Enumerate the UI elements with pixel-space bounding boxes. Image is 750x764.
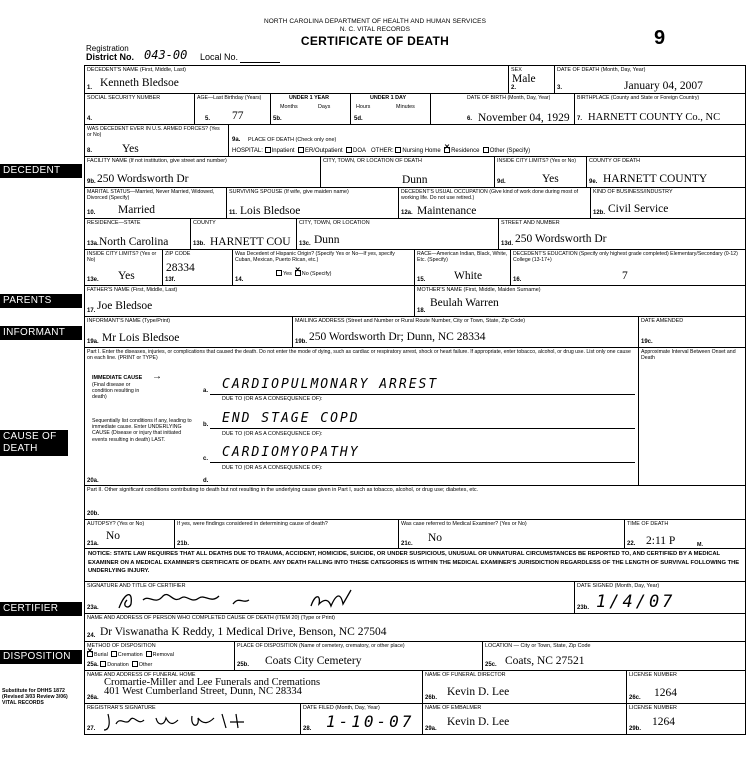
checkbox-other-specify[interactable] [483, 147, 489, 153]
zip-value: 28334 [166, 262, 195, 274]
label-minutes: Minutes [396, 104, 415, 110]
registrar-signature [100, 708, 260, 734]
cause-c-value: CARDIOMYOPATHY [222, 445, 360, 460]
label-residence-state: RESIDENCE—STATE [87, 220, 141, 226]
item-number: 9d. [497, 179, 506, 185]
option-nursing: Nursing Home [402, 148, 441, 154]
checkbox-other[interactable] [132, 661, 138, 667]
label-registrar-signature: REGISTRAR'S SIGNATURE [87, 705, 156, 711]
label-place-of-disposition: PLACE OF DISPOSITION (Name of cemetery, crematory, or other place) [237, 643, 405, 649]
item-number: 20a. [87, 478, 99, 484]
label-license-number-1: LICENSE NUMBER [629, 672, 677, 678]
item-number: 15. [417, 277, 426, 283]
item-number: 29b. [629, 726, 642, 732]
label-county: COUNTY [193, 220, 216, 226]
item-number: 13f. [165, 277, 176, 283]
label-completed-by: NAME AND ADDRESS OF PERSON WHO COMPLETED CAUSE OF DEATH (ITEM 20) (Type or Print) [87, 615, 335, 621]
item-number: 9b. [87, 179, 96, 185]
label-location: LOCATION — City or Town, State, Zip Code [485, 643, 591, 649]
disposition-options-2 [87, 661, 152, 668]
item-number: 20b. [87, 511, 100, 517]
father-value: Joe Bledsoe [97, 300, 153, 312]
checkbox-hispanic-yes[interactable] [276, 270, 282, 276]
label-immediate-cause: IMMEDIATE CAUSE [92, 375, 143, 381]
label-inside-city-limits-res: INSIDE CITY LIMITS? (Yes or No) [87, 251, 157, 264]
label-armed-forces: WAS DECEDENT EVER IN U.S. ARMED FORCES? (Yes or No) [87, 126, 220, 139]
time-of-death-value: 2:11 P [646, 535, 676, 547]
completed-by-value: Dr Viswanatha K Reddy, 1 Medical Drive, Benson, NC 27504 [100, 626, 387, 638]
checkbox-inpatient[interactable] [265, 147, 271, 153]
item-number: a. [203, 388, 209, 394]
spouse-value: Lois Bledsoe [240, 205, 301, 217]
option-cremation: Cremation [117, 652, 143, 658]
checkbox-hispanic-no-checked[interactable] [295, 270, 301, 276]
item-number: 21b. [177, 541, 190, 547]
item-number: 13c. [299, 241, 311, 247]
item-number: 19b. [295, 339, 308, 345]
item-number: 2. [511, 85, 517, 91]
label-marital-status: MARITAL STATUS—Married, Never Married, Widowed, Divorced (Specify) [87, 189, 215, 202]
disposition-options-1 [87, 651, 174, 658]
label-decedent-name: DECEDENT'S NAME (First, Middle, Last) [87, 67, 186, 73]
item-number: 13d. [501, 241, 514, 247]
autopsy-value: No [106, 530, 121, 542]
item-number: 13a. [87, 241, 99, 247]
label-time-of-death: TIME OF DEATH [627, 521, 669, 527]
item-number: 25a. [87, 662, 99, 668]
item-number: 6. [467, 116, 473, 122]
race-value: White [454, 270, 483, 282]
section-cause-of-death: CAUSE OF DEATH [0, 430, 68, 456]
label-county-of-death: COUNTY OF DEATH [589, 158, 641, 164]
residence-street-value: 250 Wordsworth Dr [515, 233, 607, 245]
option-other-label: OTHER: [371, 148, 394, 154]
district-number: 043-00 [144, 48, 188, 62]
item-number: 12b. [593, 210, 606, 216]
mailing-address-value: 250 Wordsworth Dr; Dunn, NC 28334 [309, 331, 486, 343]
label-part-1: Part I. Enter the diseases, injuries, or complications that caused the death. Do not enter the mode of dying, such as cardiac or respiratory arrest, shock or heart failure. If appropriate, enter tobacco, alcohol, or drug use. List only one cause on each line. (PRINT or TYPE) [87, 349, 631, 362]
district-label: District No. [86, 52, 135, 62]
label-date-amended: DATE AMENDED [641, 318, 684, 324]
label-funeral-home: NAME AND ADDRESS OF FUNERAL HOME [87, 672, 196, 678]
registration-label: Registration [86, 44, 129, 53]
city-of-death-value: Dunn [402, 174, 428, 186]
item-number: 16. [513, 277, 522, 283]
item-number: 25c. [485, 662, 497, 668]
label-autopsy: AUTOPSY? (Yes or No) [87, 521, 145, 527]
option-donation: Donation [107, 662, 129, 668]
label-immediate-note: (Final disease or condition resulting in death) [92, 382, 140, 401]
sex-value: Male [512, 73, 536, 85]
funeral-home-name: Cromartie-Miller and Lee Funerals and Cremations [104, 677, 321, 688]
item-number: 17. [87, 308, 96, 314]
item-number: 21c. [401, 541, 413, 547]
item-number: 23a. [87, 605, 99, 611]
item-number: c. [203, 456, 209, 462]
date-filed-value: 1-10-07 [326, 712, 415, 731]
date-of-death-value: January 04, 2007 [624, 80, 703, 92]
certificate-title: CERTIFICATE OF DEATH [300, 34, 450, 48]
item-number: 29a. [425, 726, 437, 732]
label-date-filed: DATE FILED (Month, Day, Year) [303, 705, 380, 711]
cause-a-value: CARDIOPULMONARY ARREST [222, 377, 439, 392]
label-days: Days [318, 104, 331, 110]
armed-forces-value: Yes [122, 143, 139, 155]
checkbox-er-outpatient[interactable] [298, 147, 304, 153]
label-date-signed: DATE SIGNED (Month, Day, Year) [577, 583, 660, 589]
residence-state-value: North Carolina [99, 236, 169, 248]
label-sequential-conditions: Sequentially list conditions if any, leading to immediate cause. Enter UNDERLYING CAUSE (Disease or injury that initiated events resulting in death) LAST. [92, 418, 192, 443]
occupation-value: Maintenance [417, 205, 477, 217]
funeral-director-value: Kevin D. Lee [447, 686, 510, 698]
office-header: N. C. VITAL RECORDS [339, 26, 411, 33]
option-er: ER/Outpatient [304, 148, 343, 154]
option-other: Other [138, 662, 153, 668]
item-number: 7. [577, 116, 583, 122]
item-number: 3. [557, 85, 563, 91]
item-number: 14. [235, 277, 244, 283]
label-race: RACE—American Indian, Black, White, Etc. (Specify) [417, 251, 508, 264]
label-interval: Approximate Interval Between Onset and Death [641, 349, 736, 362]
item-number: 13b. [193, 241, 206, 247]
page-number: 9 [654, 27, 666, 49]
age-value: 77 [232, 110, 244, 122]
time-meridiem: M. [697, 542, 703, 548]
education-value: 7 [622, 270, 628, 282]
label-facility: FACILITY NAME (If not institution, give street and number) [87, 158, 227, 164]
item-number: 9e. [589, 179, 598, 185]
item-number: 19c. [641, 339, 653, 345]
business-value: Civil Service [608, 203, 669, 215]
place-of-disposition-value: Coats City Cemetery [265, 655, 362, 667]
item-number: 10. [87, 210, 96, 216]
item-number: 5d. [354, 116, 363, 122]
option-residence: Residence [451, 148, 480, 154]
label-ssn: SOCIAL SECURITY NUMBER [87, 95, 161, 101]
label-embalmer: NAME OF EMBALMER [425, 705, 482, 711]
decedent-name: Kenneth Bledsoe [100, 77, 179, 89]
department-header: NORTH CAROLINA DEPARTMENT OF HEALTH AND HUMAN SERVICES [263, 18, 487, 25]
date-of-birth-value: November 04, 1929 [478, 112, 570, 124]
label-city-town: CITY, TOWN, OR LOCATION [299, 220, 370, 226]
item-number: 21a. [87, 541, 99, 547]
label-mother: MOTHER'S NAME (First, Middle, Maiden Surname) [417, 287, 541, 293]
arrow-right-icon: → [152, 371, 162, 382]
county-of-death-value: HARNETT COUNTY [603, 173, 708, 185]
item-number: 24. [87, 633, 96, 639]
label-father: FATHER'S NAME (First, Middle, Last) [87, 287, 178, 293]
label-date-of-death: DATE OF DEATH (Month, Day, Year) [557, 67, 646, 73]
item-number: 23b. [577, 605, 590, 611]
residence-city-value: Dunn [314, 234, 340, 246]
embalmer-value: Kevin D. Lee [447, 716, 510, 728]
label-inside-city-limits: INSIDE CITY LIMITS? (Yes or No) [497, 158, 576, 164]
inside-city-res-value: Yes [118, 270, 135, 282]
option-yes: Yes [283, 271, 292, 277]
item-number: 27. [87, 726, 96, 732]
informant-name-value: Mr Lois Bledsoe [102, 332, 180, 344]
option-doa: DOA [352, 148, 366, 154]
label-months: Months [280, 104, 298, 110]
checkbox-burial-checked[interactable] [87, 651, 93, 657]
checkbox-residence-checked[interactable] [444, 147, 450, 153]
option-burial: Burial [94, 652, 108, 658]
item-number: 19a. [87, 339, 99, 345]
location-value: Coats, NC 27521 [505, 655, 585, 667]
item-number: d. [203, 478, 209, 484]
label-medical-examiner: Was case referred to Medical Examiner? (Yes or No) [401, 521, 527, 527]
label-informant-name: INFORMANT'S NAME (Type/Print) [87, 318, 171, 324]
checkbox-nursing-home[interactable] [395, 147, 401, 153]
label-due-to-c: DUE TO (OR AS A CONSEQUENCE OF): [222, 465, 323, 471]
label-method-of-disposition: METHOD OF DISPOSITION [87, 643, 156, 649]
item-number: 5b. [273, 116, 282, 122]
item-number: 26c. [629, 695, 641, 701]
option-hospital-label: HOSPITAL: [232, 148, 263, 154]
item-number: 13e. [87, 277, 99, 283]
residence-county-value: HARNETT COU [210, 236, 291, 248]
checkbox-doa[interactable] [346, 147, 352, 153]
item-number: 8. [87, 148, 93, 154]
option-removal: Removal [152, 652, 174, 658]
label-due-to-b: DUE TO (OR AS A CONSEQUENCE OF): [222, 431, 323, 437]
label-education: DECEDENT'S EDUCATION (Specify only highest grade completed) Elementary/Secondary (0-12) College (13-17+) [513, 251, 738, 264]
item-number: 25b. [237, 662, 250, 668]
label-hours: Hours [356, 104, 371, 110]
label-zip: ZIP CODE [165, 251, 191, 257]
item-number: 26b. [425, 695, 438, 701]
label-hispanic-origin: Was Decedent of Hispanic Origin? (Specify Yes or No—If yes, specify Cuban, Mexican, Puerto Rican, etc.) [235, 251, 395, 264]
label-date-of-birth: DATE OF BIRTH (Month, Day, Year) [467, 95, 551, 101]
item-number: 26a. [87, 695, 99, 701]
section-disposition: DISPOSITION [0, 650, 82, 664]
item-number: 4. [87, 116, 93, 122]
item-number: 12a. [401, 210, 413, 216]
option-inpatient: Inpatient [271, 148, 295, 154]
label-place-of-death: PLACE OF DEATH (Check only one) [248, 137, 337, 143]
license-number-1-value: 1264 [654, 687, 677, 699]
label-findings: If yes, were findings considered in determining cause of death? [177, 521, 328, 527]
section-informant: INFORMANT [0, 326, 82, 340]
label-occupation: DECEDENT'S USUAL OCCUPATION (Give kind of work done during most of working life. Do not use retired.) [401, 189, 579, 202]
local-no-label: Local No. [200, 52, 239, 62]
item-number: 11. [229, 210, 238, 216]
label-age: AGE—Last Birthday (Years) [197, 95, 262, 101]
medical-examiner-notice: NOTICE: STATE LAW REQUIRES THAT ALL DEATHS DUE TO TRAUMA, ACCIDENT, HOMICIDE, SUICIDE, OR UNDER SUSPICIOUS, UNUSUAL OR UNNATURAL CIRCUMSTANCES BE REPORTED TO, AND CERTIFIED BY A MEDICAL EXAMINER ON A MEDICAL EXAMINER'S CERTIFICATE OF DEATH. ANY DEATH FALLING INTO THESE CATEGORIES IS WITHIN THE MEDICAL EXAMINER'S JURISDICTION REGARDLESS OF THE LENGTH OF SURVIVAL FOLLOWING THE UNDERLYING INJURY. [88, 551, 740, 575]
label-street: STREET AND NUMBER [501, 220, 560, 226]
label-due-to-a: DUE TO (OR AS A CONSEQUENCE OF): [222, 396, 323, 402]
license-number-2-value: 1264 [652, 716, 675, 728]
funeral-home-address: 401 West Cumberland Street, Dunn, NC 28334 [104, 686, 302, 697]
option-other-specify: Other (Specify) [489, 148, 531, 154]
inside-city-value: Yes [542, 173, 559, 185]
facility-value: 250 Wordsworth Dr [97, 173, 189, 185]
label-part-2: Part II. Other significant conditions contributing to death but not resulting in the underlying cause given in Part I, such as tobacco, alcohol, or drug use; diabetes, etc. [87, 487, 479, 493]
form-substitute-note: Substitute for DHHS 1872 (Revised 3/03 Review 3/06) VITAL RECORDS [2, 688, 68, 707]
label-certifier-signature: SIGNATURE AND TITLE OF CERTIFIER [87, 583, 186, 589]
checkbox-removal[interactable] [146, 651, 152, 657]
hispanic-options [276, 270, 331, 277]
section-parents: PARENTS [0, 294, 82, 308]
checkbox-donation[interactable] [100, 661, 106, 667]
place-of-death-options [232, 147, 530, 154]
checkbox-cremation[interactable] [111, 651, 117, 657]
label-under-1-year: UNDER 1 YEAR [289, 95, 330, 101]
date-signed-value: 1/4/07 [596, 592, 676, 612]
birthplace-value: HARNETT COUNTY Co., NC [588, 112, 721, 123]
label-license-number-2: LICENSE NUMBER [629, 705, 677, 711]
label-city-of-death: CITY, TOWN, OR LOCATION OF DEATH [323, 158, 422, 164]
label-mailing-address: MAILING ADDRESS (Street and Number or Rural Route Number, City or Town, State, Zip Code) [295, 318, 525, 324]
item-number: 18. [417, 308, 426, 314]
item-number: 22. [627, 541, 636, 547]
section-certifier: CERTIFIER [0, 602, 82, 616]
label-sex: SEX [511, 67, 522, 73]
option-no: No (Specify) [301, 271, 332, 277]
label-under-1-day: UNDER 1 DAY [370, 95, 407, 101]
certifier-signature [115, 586, 375, 612]
item-number: 28. [303, 726, 312, 732]
medical-examiner-value: No [428, 532, 443, 544]
label-business: KIND OF BUSINESS/INDUSTRY [593, 189, 673, 195]
item-number: 9a. [232, 137, 241, 143]
item-number: b. [203, 422, 209, 428]
mother-value: Beulah Warren [430, 297, 499, 309]
label-birthplace: BIRTHPLACE (County and State or Foreign Country) [577, 95, 700, 101]
cause-b-value: END STAGE COPD [222, 411, 360, 426]
marital-status-value: Married [118, 204, 156, 216]
item-number: 5. [205, 116, 211, 122]
section-decedent: DECEDENT [0, 164, 82, 178]
label-funeral-director: NAME OF FUNERAL DIRECTOR [425, 672, 506, 678]
item-number: 1. [87, 85, 93, 91]
label-surviving-spouse: SURVIVING SPOUSE (If wife, give maiden name) [229, 189, 349, 195]
